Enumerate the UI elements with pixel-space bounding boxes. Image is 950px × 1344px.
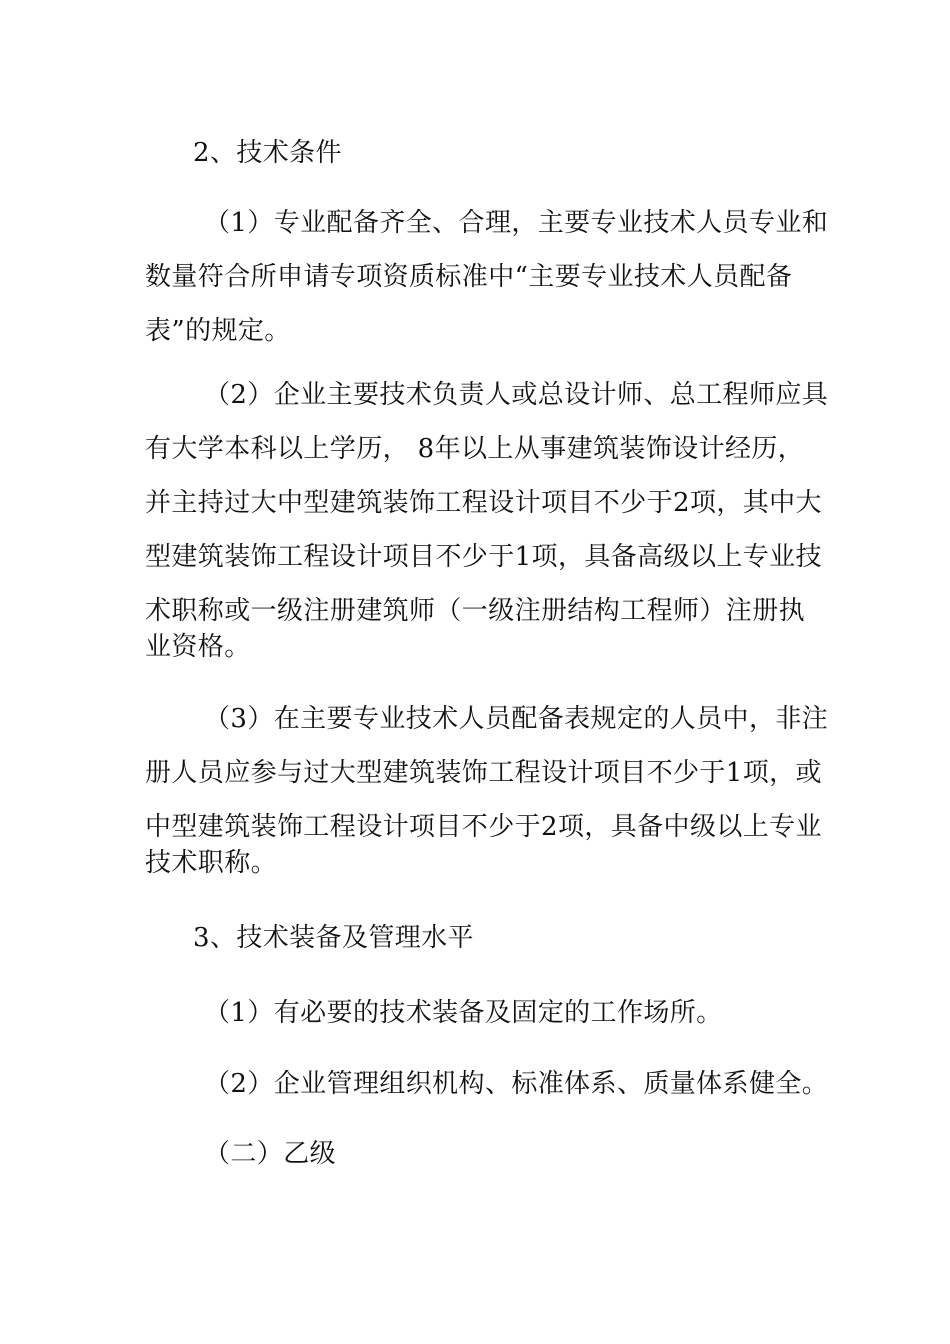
heading-equipment-management: 3、技术装备及管理水平 bbox=[193, 923, 474, 953]
paragraph-item-3-2: （2）企业管理组织机构、标准体系、质量体系健全。 bbox=[204, 1069, 829, 1099]
paragraph-line: 表”的规定。 bbox=[145, 316, 291, 346]
paragraph-line: 册人员应参与过大型建筑装饰工程设计项目不少于1项，或 bbox=[145, 758, 822, 788]
paragraph-line: 型建筑装饰工程设计项目不少于1项，具备高级以上专业技 bbox=[145, 542, 822, 572]
paragraph-line: 数量符合所申请专项资质标准中“主要专业技术人员配备 bbox=[145, 262, 793, 292]
paragraph-line: （3）在主要专业技术人员配备表规定的人员中，非注 bbox=[204, 704, 829, 734]
paragraph-line: 中型建筑装饰工程设计项目不少于2项，具备中级以上专业 bbox=[145, 812, 822, 842]
paragraph-line: 术职称或一级注册建筑师（一级注册结构工程师）注册执 bbox=[145, 596, 806, 626]
paragraph-item-3-1: （1）有必要的技术装备及固定的工作场所。 bbox=[204, 998, 723, 1028]
paragraph-line: （2）企业主要技术负责人或总设计师、总工程师应具 bbox=[204, 380, 829, 410]
heading-technical-conditions: 2、技术条件 bbox=[193, 138, 342, 168]
paragraph-line: 有大学本科以上学历， 8年以上从事建筑装饰设计经历， bbox=[145, 434, 805, 464]
paragraph-line: 技术职称。 bbox=[145, 848, 278, 878]
paragraph-line: （1）专业配备齐全、合理，主要专业技术人员专业和 bbox=[204, 208, 829, 238]
section-heading-grade-b: （二）乙级 bbox=[204, 1139, 337, 1169]
paragraph-line: 业资格。 bbox=[145, 632, 251, 662]
paragraph-line: 并主持过大中型建筑装饰工程设计项目不少于2项，其中大 bbox=[145, 488, 822, 518]
